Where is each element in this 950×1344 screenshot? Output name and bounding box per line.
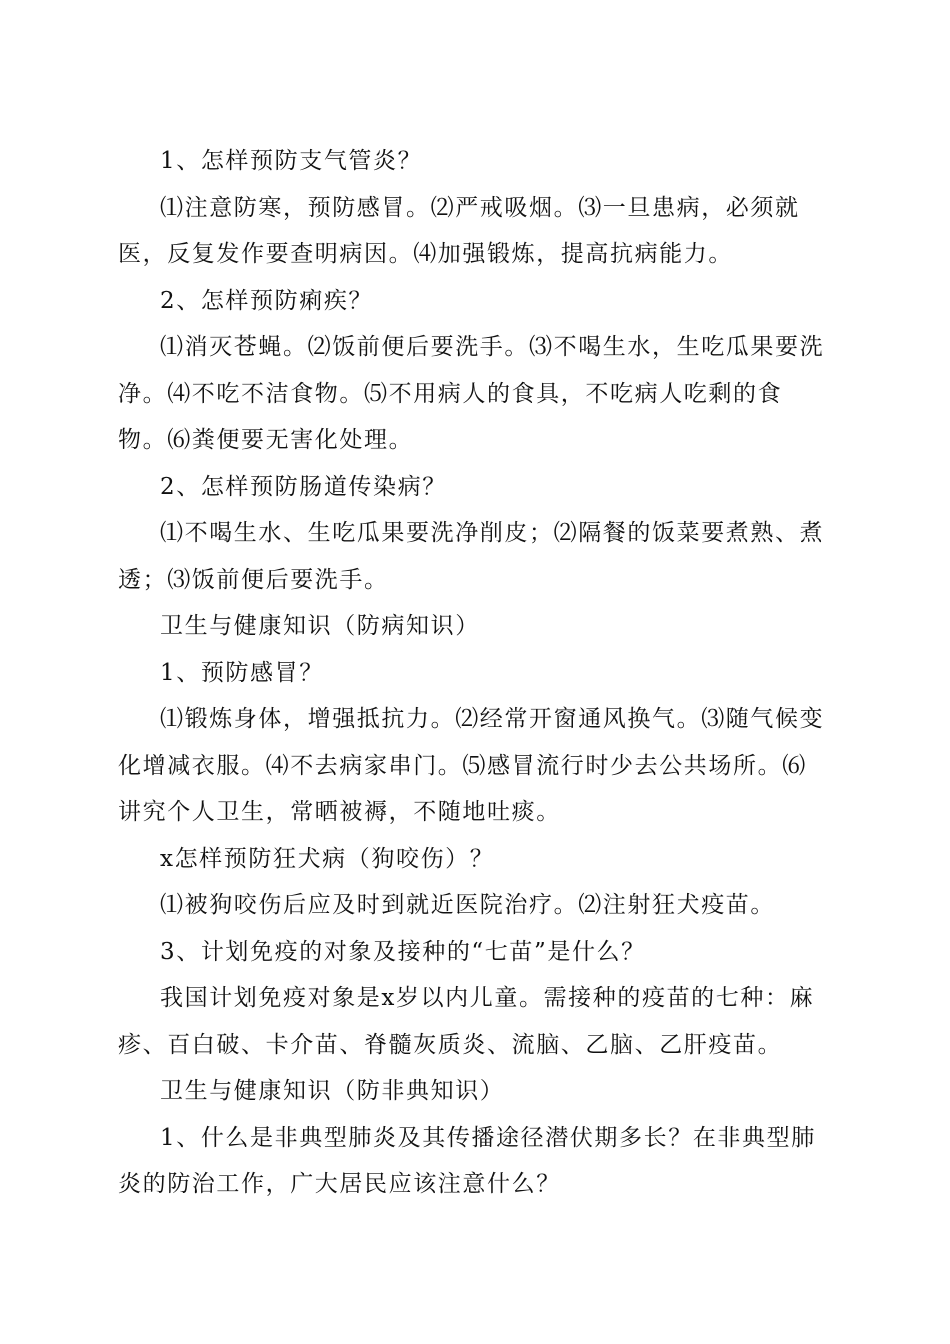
section-title-sars-knowledge: 卫生与健康知识（防非典知识） — [160, 1078, 505, 1104]
heading-rabies-prevention: x怎样预防狂犬病（狗咬伤）？ — [160, 845, 495, 872]
heading-dysentery-prevention: 2、怎样预防痢疾？ — [160, 287, 374, 314]
paragraph-rabies-advice: ⑴被狗咬伤后应及时到就近医院治疗。⑵注射狂犬疫苗。 — [160, 892, 775, 918]
heading-cold-prevention: 1、预防感冒？ — [160, 659, 324, 686]
heading-intestinal-disease-prevention: 2、怎样预防肠道传染病？ — [160, 473, 447, 500]
paragraph-intestinal-disease-advice: ⑴不喝生水、生吃瓜果要洗净削皮；⑵隔餐的饭菜要煮熟、煮透；⑶饭前便后要洗手。 — [118, 520, 825, 593]
heading-bronchitis-prevention: 1、怎样预防支气管炎？ — [160, 148, 423, 174]
paragraph-cold-advice: ⑴锻炼身体，增强抵抗力。⑵经常开窗通风换气。⑶随气候变化增减衣服。⑷不去病家串门。⑸感冒流行时少去公共场所。⑹讲究个人卫生，常晒被褥，不随地吐痰。 — [118, 706, 825, 825]
document-body — [118, 138, 830, 1208]
section-title-disease-prevention: 卫生与健康知识（防病知识） — [160, 613, 480, 639]
heading-sars-question: 1、什么是非典型肺炎及其传播途径潜伏期多长？在非典型肺炎的防治工作，广大居民应该注意什么？ — [118, 1124, 816, 1197]
heading-immunization-plan: 3、计划免疫的对象及接种的“七苗”是什么？ — [160, 938, 646, 965]
paragraph-immunization-details: 我国计划免疫对象是x岁以内儿童。需接种的疫苗的七种：麻疹、百白破、卡介苗、脊髓灰质炎、流脑、乙脑、乙肝疫苗。 — [118, 985, 815, 1058]
paragraph-dysentery-advice: ⑴消灭苍蝇。⑵饭前便后要洗手。⑶不喝生水，生吃瓜果要洗净。⑷不吃不洁食物。⑸不用病人的食具，不吃病人吃剩的食物。⑹粪便要无害化处理。 — [118, 334, 825, 453]
paragraph-bronchitis-advice: ⑴注意防寒，预防感冒。⑵严戒吸烟。⑶一旦患病，必须就医，反复发作要查明病因。⑷加强锻炼，提高抗病能力。 — [118, 194, 800, 267]
